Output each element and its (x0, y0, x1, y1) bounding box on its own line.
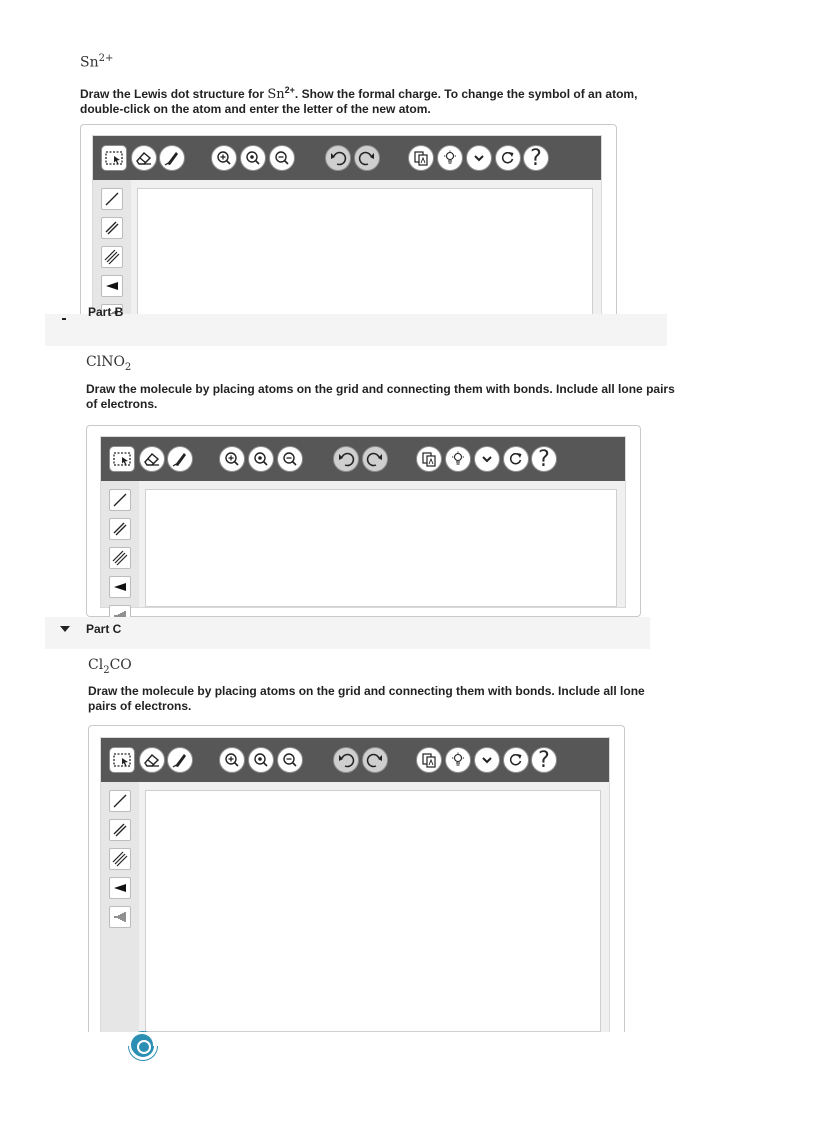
formula-text: Cl (88, 657, 104, 673)
redo-button[interactable] (362, 446, 388, 472)
part-c-sketcher[interactable] (100, 737, 610, 1033)
lightbulb-icon (451, 752, 465, 768)
reset-icon (508, 451, 524, 467)
undo-button[interactable] (333, 747, 359, 773)
zoom-reset-button[interactable] (248, 446, 274, 472)
formula-subscript: 2 (103, 664, 110, 676)
part-c-prompt: Draw the molecule by placing atoms on the grid and connecting them with bonds. Include all lone pairs of electrons. (88, 684, 645, 713)
drawing-canvas[interactable] (137, 188, 593, 315)
undo-icon (337, 752, 355, 768)
single-bond-icon (112, 492, 128, 508)
double-bond-tool[interactable] (109, 518, 131, 540)
zoom-fit-icon (245, 150, 261, 166)
redo-button[interactable] (362, 747, 388, 773)
templates-button[interactable] (408, 145, 434, 171)
single-bond-icon (112, 793, 128, 809)
zoom-fit-icon (253, 752, 269, 768)
redo-icon (358, 150, 376, 166)
reset-button[interactable] (495, 145, 521, 171)
select-icon (113, 753, 131, 767)
help-label: ? (530, 145, 542, 171)
hash-bond-tool[interactable] (109, 906, 131, 928)
hint-circle-icon-visible (129, 1034, 159, 1046)
chevron-down-icon (472, 151, 486, 165)
eraser-icon (135, 150, 153, 166)
triple-bond-tool[interactable] (109, 848, 131, 870)
templates-button[interactable] (416, 446, 442, 472)
help-label: ? (538, 747, 550, 773)
hint-button[interactable] (445, 747, 471, 773)
pencil-icon (171, 451, 189, 467)
prompt-symbol: Sn (267, 87, 285, 102)
part-b-header[interactable] (62, 305, 172, 328)
hash-bond-icon (112, 909, 128, 925)
undo-button[interactable] (333, 446, 359, 472)
redo-icon (366, 451, 384, 467)
select-icon (113, 452, 131, 466)
triple-bond-icon (112, 550, 128, 566)
zoom-out-button[interactable] (277, 747, 303, 773)
wedge-bond-tool[interactable] (109, 877, 131, 899)
double-bond-icon (112, 521, 128, 537)
double-bond-tool[interactable] (101, 217, 123, 239)
part-b-formula (86, 354, 131, 373)
help-label: ? (538, 446, 550, 472)
formula-text: Sn (80, 54, 99, 71)
zoom-out-icon (274, 150, 290, 166)
pencil-icon (171, 752, 189, 768)
wedge-bond-tool[interactable] (101, 275, 123, 297)
double-bond-tool[interactable] (109, 819, 131, 841)
bond-tool-sidebar (101, 782, 139, 1032)
zoom-out-button[interactable] (269, 145, 295, 171)
zoom-fit-icon (253, 451, 269, 467)
redo-button[interactable] (354, 145, 380, 171)
draw-button[interactable] (167, 446, 193, 472)
part-a-prompt (80, 83, 650, 117)
wedge-bond-icon (112, 880, 128, 896)
erase-button[interactable] (139, 446, 165, 472)
collapse-caret-icon (60, 626, 70, 632)
part-b-header-label: Part B (88, 305, 124, 319)
erase-button[interactable] (139, 747, 165, 773)
lightbulb-icon (451, 451, 465, 467)
undo-button[interactable] (325, 145, 351, 171)
double-bond-icon (104, 220, 120, 236)
reset-icon (500, 150, 516, 166)
undo-icon (337, 451, 355, 467)
formula-text: ClNO (86, 354, 125, 370)
bond-tool-sidebar (101, 481, 139, 607)
triple-bond-tool[interactable] (109, 547, 131, 569)
zoom-in-button[interactable] (211, 145, 237, 171)
sketcher-toolbar (101, 738, 609, 782)
more-button[interactable] (474, 747, 500, 773)
undo-icon (329, 150, 347, 166)
single-bond-tool[interactable] (101, 188, 123, 210)
part-b-prompt: Draw the molecule by placing atoms on the grid and connecting them with bonds. Include all lone pairs of electrons. (86, 382, 675, 411)
part-c-header-bar (45, 617, 650, 649)
triple-bond-icon (104, 249, 120, 265)
single-bond-tool[interactable] (109, 489, 131, 511)
lightbulb-icon (443, 150, 457, 166)
sketcher-toolbar (101, 437, 625, 481)
zoom-out-icon (282, 752, 298, 768)
help-button[interactable] (531, 747, 557, 773)
wedge-bond-tool[interactable] (109, 576, 131, 598)
reset-button[interactable] (503, 747, 529, 773)
help-button[interactable] (523, 145, 549, 171)
collapse-caret-icon (62, 318, 66, 320)
part-b-sketcher[interactable] (100, 436, 626, 608)
part-a-sketcher[interactable] (92, 135, 602, 316)
chevron-down-icon (480, 452, 494, 466)
sketcher-toolbar (93, 136, 601, 180)
hint-button[interactable] (437, 145, 463, 171)
select-tool-button[interactable] (109, 747, 135, 773)
help-button[interactable] (531, 446, 557, 472)
chevron-down-icon (480, 753, 494, 767)
bond-tool-sidebar (93, 180, 131, 315)
drawing-canvas[interactable] (145, 489, 617, 607)
wedge-bond-icon (104, 278, 120, 294)
zoom-in-button[interactable] (219, 747, 245, 773)
prompt-text-2: . Show the formal charge. To change the symbol of an atom, double-click on the atom and enter the letter of the new atom. (80, 87, 638, 116)
triple-bond-icon (112, 851, 128, 867)
drawing-canvas[interactable] (145, 790, 601, 1032)
zoom-out-icon (282, 451, 298, 467)
reset-icon (508, 752, 524, 768)
zoom-in-icon (224, 752, 240, 768)
select-icon (105, 151, 123, 165)
triple-bond-tool[interactable] (101, 246, 123, 268)
part-c-formula (88, 657, 132, 676)
more-button[interactable] (466, 145, 492, 171)
zoom-reset-button[interactable] (248, 747, 274, 773)
template-icon (421, 451, 437, 467)
zoom-out-button[interactable] (277, 446, 303, 472)
part-a-formula (80, 53, 113, 71)
formula-charge: 2+ (98, 53, 114, 64)
reset-button[interactable] (503, 446, 529, 472)
zoom-in-icon (216, 150, 232, 166)
eraser-icon (143, 752, 161, 768)
select-tool-button[interactable] (101, 145, 127, 171)
draw-button[interactable] (159, 145, 185, 171)
templates-button[interactable] (416, 747, 442, 773)
single-bond-icon (104, 191, 120, 207)
erase-button[interactable] (131, 145, 157, 171)
zoom-reset-button[interactable] (240, 145, 266, 171)
draw-button[interactable] (167, 747, 193, 773)
zoom-in-icon (224, 451, 240, 467)
template-icon (421, 752, 437, 768)
part-c-header-label: Part C (86, 622, 122, 636)
hint-button[interactable] (445, 446, 471, 472)
formula-subscript: 2 (124, 361, 132, 373)
eraser-icon (143, 451, 161, 467)
single-bond-tool[interactable] (109, 790, 131, 812)
pencil-icon (163, 150, 181, 166)
formula-text-2: CO (109, 657, 132, 673)
template-icon (413, 150, 429, 166)
wedge-bond-icon (112, 579, 128, 595)
double-bond-icon (112, 822, 128, 838)
redo-icon (366, 752, 384, 768)
prompt-text: Draw the Lewis dot structure for (80, 87, 268, 101)
zoom-in-button[interactable] (219, 446, 245, 472)
part-c-header[interactable] (60, 620, 121, 638)
select-tool-button[interactable] (109, 446, 135, 472)
more-button[interactable] (474, 446, 500, 472)
prompt-charge: 2+ (284, 85, 295, 95)
bottom-fade (88, 1032, 628, 1046)
